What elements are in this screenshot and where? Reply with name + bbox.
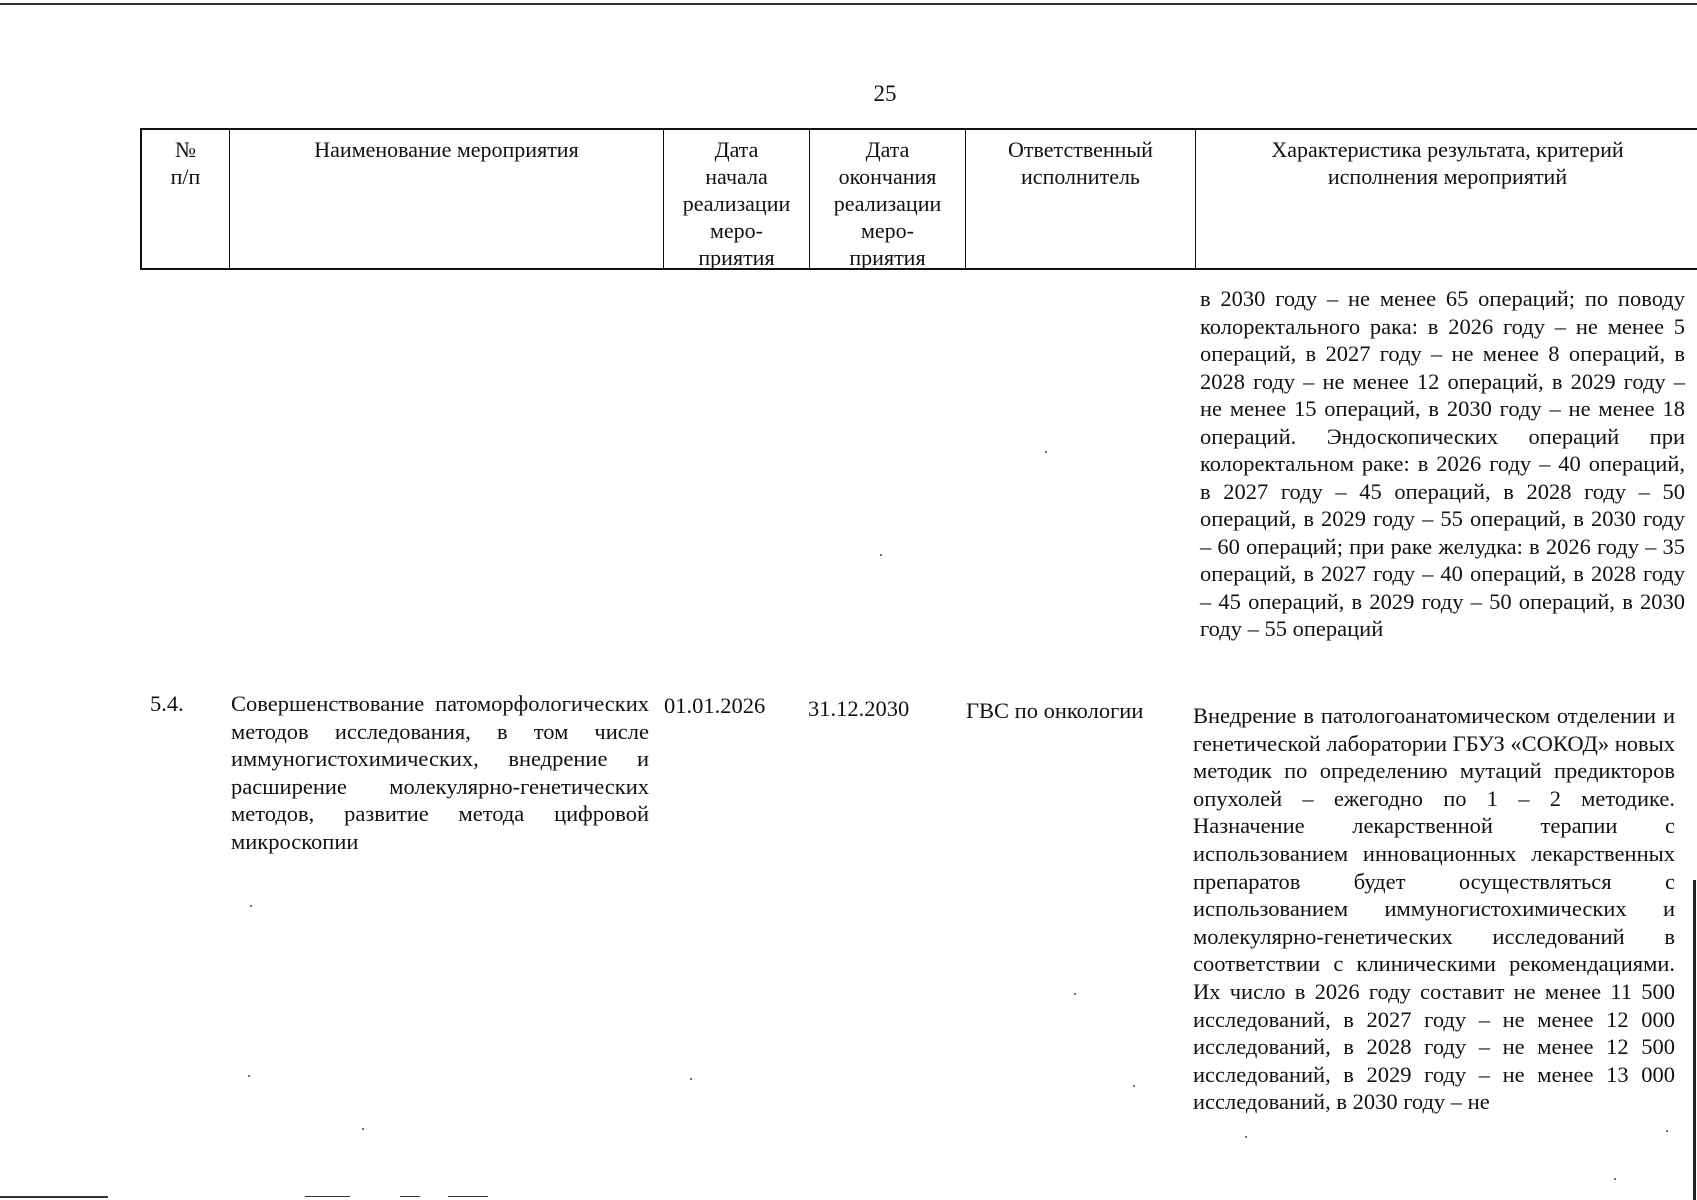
- scan-speck: [1133, 1085, 1135, 1087]
- header-col-number: [142, 130, 230, 268]
- scan-bottom-mark: [0, 1196, 108, 1198]
- header-text: Дата: [714, 137, 759, 162]
- scan-speck: [1666, 1130, 1668, 1132]
- scan-speck: [1245, 1136, 1247, 1138]
- header-text: п/п: [170, 164, 201, 189]
- scan-speck: [880, 554, 882, 556]
- scan-speck: [690, 1078, 692, 1080]
- header-text: начала: [705, 164, 768, 189]
- row-activity-name: Совершенствование патоморфологических методов исследования, в том числе иммуногистохимических, внедрение и расширение молекулярно-генетических методов, развитие метода цифровой микроскопии: [231, 691, 649, 854]
- header-text: приятия: [849, 245, 926, 270]
- header-text: исполнения мероприятий: [1327, 164, 1568, 189]
- scan-edge-line: [0, 3, 1697, 5]
- scan-bottom-mark: [305, 1196, 350, 1197]
- row-number: 5.4.: [150, 691, 184, 716]
- scan-bottom-mark: [448, 1196, 488, 1197]
- scan-speck: [362, 1128, 364, 1130]
- header-text: Ответственный: [1008, 137, 1153, 162]
- scan-speck: [1614, 1178, 1616, 1180]
- header-text: Дата: [865, 137, 910, 162]
- scan-speck: [1045, 451, 1047, 453]
- scan-bottom-mark: [400, 1196, 420, 1197]
- row-result-text: Внедрение в патологоанатомическом отделении и генетической лаборатории ГБУЗ «СОКОД» новых методик по определению мутаций предикторов опухолей – ежегодно по 1 – 2 методике. Назначение лекарственной терапии с использованием инновационных лекарственных препаратов будет осуществляться с использованием иммуногистохимических и молекулярно-генетических исследований в соответствии с клиническими рекомендациями. Их число в 2026 году составит не менее 11 500 исследований, в 2027 году – не менее 12 000 исследований, в 2028 году – не менее 12 500 исследований, в 2029 году – не менее 13 000 исследований, в 2030 году – не: [1193, 703, 1675, 1115]
- header-col-name: [230, 130, 664, 268]
- header-text: приятия: [698, 245, 775, 270]
- header-text: №: [175, 137, 196, 162]
- continuation-result-text: в 2030 году – не менее 65 операций; по поводу колоректального рака: в 2026 году – не менее 5 операций, в 2027 году – не менее 8 операций, в 2028 году – не менее 12 операций, в 2029 году – не менее 15 операций, в 2030 году – не менее 18 операций. Эндоскопических операций при колоректальном раке: в 2026 году – 40 операций, в 2027 году – 45 операций, в 2028 году – 50 операций, в 2029 году – 55 операций, в 2030 году – 60 операций; при раке желудка: в 2026 году – 35 операций, в 2027 году – 40 операций, в 2028 году – 45 операций, в 2029 году – 50 операций, в 2030 году – 55 операций: [1200, 286, 1685, 641]
- page-number: 25: [873, 81, 897, 106]
- header-text: реализации: [833, 191, 942, 216]
- scan-speck: [248, 1075, 250, 1077]
- header-col-result: [1196, 130, 1697, 268]
- header-text: реализации: [682, 191, 791, 216]
- header-col-start-date: [664, 130, 810, 268]
- header-text: исполнитель: [1021, 164, 1140, 189]
- scan-right-edge: [1693, 880, 1696, 1200]
- row-responsible: ГВС по онкологии: [966, 698, 1144, 723]
- table-header: [140, 128, 1697, 270]
- scan-speck: [250, 905, 252, 907]
- scan-speck: [1074, 993, 1076, 995]
- header-text: Наименование мероприятия: [314, 137, 579, 162]
- row-end-date: 31.12.2030: [808, 696, 910, 721]
- header-text: окончания: [838, 164, 937, 189]
- header-col-responsible: [966, 130, 1196, 268]
- header-text: Характеристика результата, критерий: [1271, 137, 1624, 162]
- header-text: меро-: [709, 218, 763, 243]
- header-text: меро-: [860, 218, 914, 243]
- row-start-date: 01.01.2026: [664, 693, 766, 718]
- header-col-end-date: [810, 130, 966, 268]
